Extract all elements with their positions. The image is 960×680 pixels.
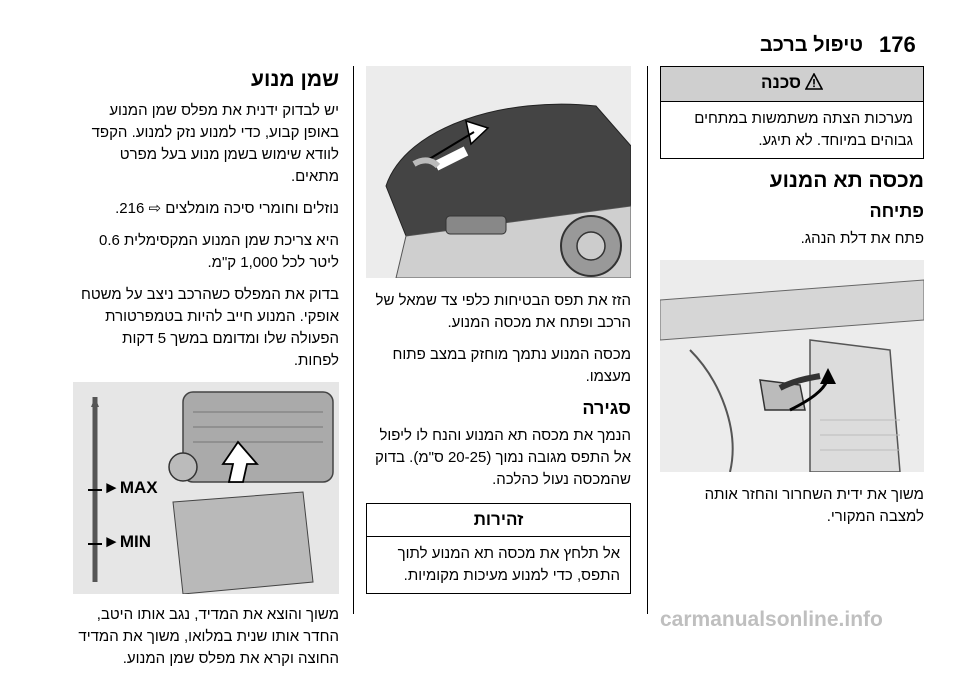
subsection-title-closing: סגירה bbox=[582, 398, 631, 418]
page-header bbox=[0, 32, 960, 62]
max-label: MAX bbox=[119, 478, 158, 497]
caution-text: אל תלחץ את מכסה תא המנוע לתוך התפס, כדי למנוע מעיכות מקומיות. bbox=[397, 545, 620, 584]
column-left bbox=[73, 66, 339, 680]
paragraph: משוך והוצא את המדיד, נגב אותו היטב, החדר אותו שנית במלואו, משוך את המדיד החוצה וקרא את מפלס שמן המנוע. bbox=[78, 606, 339, 667]
warning-triangle-icon bbox=[805, 73, 823, 95]
caution-title: זהירות bbox=[367, 504, 630, 537]
section-title-engine-oil: שמן מנוע bbox=[251, 68, 339, 91]
page-reference-icon: ⇨ bbox=[148, 200, 162, 217]
page-number: 176 bbox=[879, 32, 916, 57]
paragraph: מכסה המנוע נתמך מוחזק במצב פתוח מעצמו. bbox=[392, 346, 631, 385]
paragraph: יש לבדוק ידנית את מפלס שמן המנוע באופן קבוע, כדי למנוע נזק למנוע. הקפד לוודא שימוש בשמן מנוע בעל מפרט מתאים. bbox=[91, 102, 339, 185]
column-right bbox=[660, 66, 924, 538]
caution-box bbox=[366, 503, 631, 594]
paragraph: היא צריכת שמן המנוע המקסימלית 0.6 ליטר לכל 1,000 ק"מ. bbox=[99, 232, 339, 271]
page-title: טיפול ברכב bbox=[760, 34, 864, 56]
hood-latch-illustration bbox=[366, 66, 631, 278]
arrow-right-icon: ► bbox=[103, 478, 120, 497]
page-reference: 216. bbox=[115, 200, 145, 217]
column-middle bbox=[366, 66, 631, 604]
arrow-right-icon: ► bbox=[103, 532, 120, 551]
danger-box bbox=[660, 66, 924, 159]
section-title-hood: מכסה תא המנוע bbox=[769, 169, 924, 192]
paragraph: הזז את תפס הבטיחות כלפי צד שמאל של הרכב ופתח את מכסה המנוע. bbox=[375, 292, 631, 331]
column-divider bbox=[353, 66, 354, 614]
paragraph: הנמך את מכסה תא המנוע והנח לו ליפול אל התפס מגובה נמוך (20-25 ס"מ). בדוק שהמכסה נעול כהלכה. bbox=[374, 427, 631, 488]
danger-box-header bbox=[661, 67, 923, 102]
paragraph: בדוק את המפלס כשהרכב ניצב על משטח אופקי. המנוע חייב להיות בטמפרטורת הפעולה שלו ומדומם במשך 5 דקות לפחות. bbox=[80, 286, 339, 369]
danger-title: סכנה bbox=[761, 73, 801, 92]
paragraph-text: נוזלים וחומרי סיכה מומלצים bbox=[165, 200, 339, 217]
hood-release-lever-illustration bbox=[660, 260, 924, 472]
min-marker-label bbox=[103, 532, 151, 552]
min-label: MIN bbox=[119, 532, 151, 551]
subsection-title-opening: פתיחה bbox=[869, 201, 924, 221]
max-marker-label bbox=[103, 478, 158, 498]
paragraph bbox=[73, 198, 339, 220]
watermark: carmanualsonline.info bbox=[660, 608, 883, 631]
column-divider bbox=[647, 66, 648, 614]
paragraph: משוך את ידית השחרור והחזר אותה למצבה המקורי. bbox=[704, 486, 924, 525]
paragraph: פתח את דלת הנהג. bbox=[800, 230, 924, 247]
dipstick-illustration bbox=[73, 382, 339, 594]
danger-text: מערכות הצתה משתמשות במתחים גבוהים במיוחד. לא תיגע. bbox=[694, 110, 913, 149]
